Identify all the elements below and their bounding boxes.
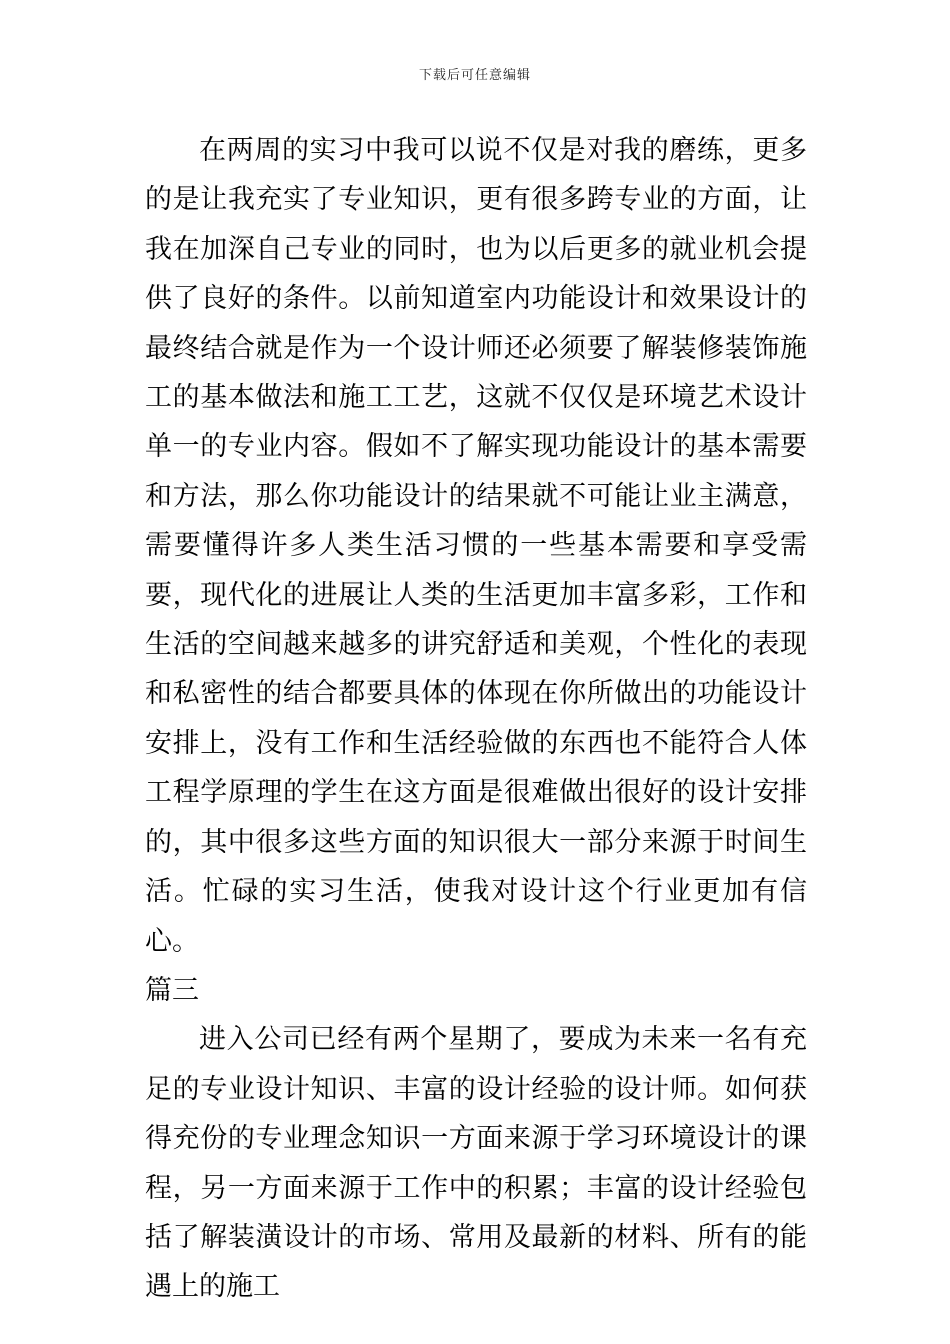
body-paragraph-1: 在两周的实习中我可以说不仅是对我的磨练，更多的是让我充实了专业知识，更有很多跨专业的方面，让我在加深自己专业的同时，也为以后更多的就业机会提供了良好的条件。以前知道室内功能设计和效果设计的最终结合就是作为一个设计师还必须要了解装修装饰施工的基本做法和施工工艺，这就不仅仅是环境艺术设计单一的专业内容。假如不了解实现功能设计的基本需要和方法，那么你功能设计的结果就不可能让业主满意，需要懂得许多人类生活习惯的一些基本需要和享受需要，现代化的进展让人类的生活更加丰富多彩，工作和生活的空间越来越多的讲究舒适和美观，个性化的表现和私密性的结合都要具体的体现在你所做出的功能设计安排上，没有工作和生活经验做的东西也不能符合人体工程学原理的学生在这方面是很难做出很好的设计安排的，其中很多这些方面的知识很大一部分来源于时间生活。忙碌的实习生活，使我对设计这个行业更加有信心。	[145, 135, 807, 957]
body-paragraph-2: 进入公司已经有两个星期了，要成为未来一名有充足的专业设计知识、丰富的设计经验的设计师。如何获得充份的专业理念知识一方面来源于学习环境设计的课程，另一方面来源于工作中的积累；丰富的设计经验包括了解装潢设计的市场、常用及最新的材料、所有的能遇上的施工	[145, 1024, 807, 1303]
document-body	[145, 126, 807, 1312]
page-header: 下载后可任意编辑	[418, 68, 531, 83]
section-heading: 篇三	[145, 974, 199, 1006]
